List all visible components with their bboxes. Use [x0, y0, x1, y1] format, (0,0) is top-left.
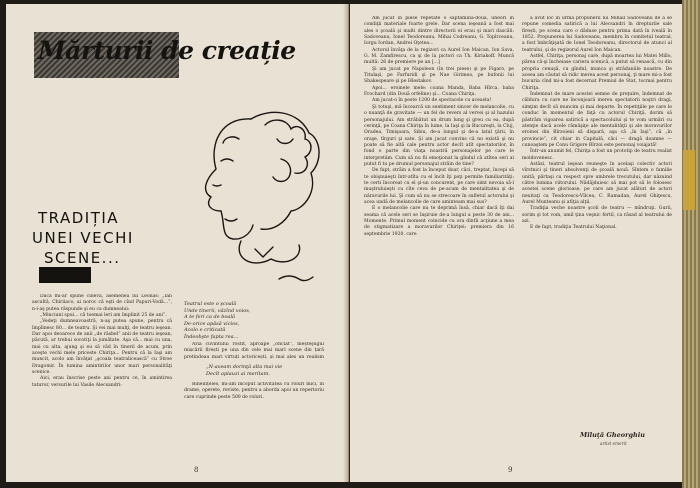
portrait-illustration: [181, 99, 331, 289]
paragraph: „Minciuni spui... că toemai leri am împlinit 25 de ani”.: [40, 313, 167, 319]
paragraph: Apoi... eroinele mele: coana Manda, Baba Hîrca, baba Frochard (din Două orfeline) şi... Coana Chiriţa.: [364, 85, 514, 98]
poem-line: De-orice apăsă vicios,: [184, 320, 240, 327]
author-signature: Miluţă Gheorghiu: [580, 431, 645, 439]
paragraph: Am jucat-o în peste 1200 de spectacole cu aceasta!: [372, 98, 492, 104]
paragraph: Tradiţia veche noastre şcoli de teatru — mîndruţi. Gurii, sorim şi tot vom, umil ţina veşnic fertil, ca răsad al teatrului de azi.: [522, 206, 672, 224]
paragraph: Într-un anumit fel, Chiriţa a fost un prototip de teatru realist moldovenesc.: [522, 149, 672, 161]
quote-line: „N-aveam dorinţă alta mai vie: [206, 364, 283, 370]
left-page: [6, 4, 349, 482]
paragraph: Şi totuşi, mă încearcă un sentiment sincer de melancolie, cu o nuanţă de gravitate — un fel de revers al vervei şi al hazului personajului. Am străbătut un drum lung şi greu cu ea, după cerinţă, pe Coana Chiriţa în lume, la Iaşi şi la Bucureşti, la Cluj, Oradea, Timişoara, Sibiu, de-a lungul şi de-a latul ţării, în oraşe, tîrguri şi sate. Şi am jucat convins că nu există şi nu poate să fie altă cale pentru actor decît atît spectatorilor, în fond o parte din viaţa noastră personajelor pe care le interpretăm. Cum să nu fii emoţionat la gîndul că atîtea seri ai putut fi tu pe drumul personajul străin de tine?: [364, 104, 514, 167]
paragraph: Am jucat în piese repetate o săptămînă-două, uneori în condiţii materiale foarte grele. Dar scena ieşeană a fost mai ales o şcoală şi multi dintre directorii ei erau şi mari dascăli: Sadoveanu, Ionel Teodoreanu, Mihai Codreanu, G. Topîrceanu, Iorgu Iordan, Andrei Oţetea...: [364, 16, 514, 47]
section-title: Mărturii de creație: [38, 36, 296, 65]
right-column-1: [364, 16, 514, 464]
paragraph: Dacă mi-ar spune cineva, asemenea lui Leonas: „Ian ascultă, Chiriiaco, ai noroc că eşti de cînd Papuri-Vodă...”, n-i-aş putea răspunde şi eu ca dumnealui:: [32, 294, 172, 312]
paragraph: Astăzi, teatrul ieşean reuneşte în acelaşi colectiv actori vîrstnici şi tineri absolvenţi de şcoală nouă. Sîntem o familie unită, părtaşi cu respect spre umbrele trecutului, dar năzuind către lumina viitorului. Nădăjduiesc să mai pot să le folosesc acestei scene glorioase, pe care am jucat alături de actori neuitaţi ca Teodorescu-Vîlcea, C. Ramadan, Aurel Ghiţescu, Aurel Munteanu şi atîţia alţii.: [522, 161, 672, 205]
paragraph: De fapt, străin a fost la început doar, căci, treptat, începi să te obişnuieşti într-atîta cu el încît îţi poţi permite familiarităţi: te certi încoreat cu el şi-un concurent, pe care simt nevoia să-l muştruluieşti cu cîte ceva de pe-acum de mentalitatea şi de năravurile lui. Şi cum să nu se strecoare în sufletul actorului şi acea undă de melancolie de care aminteam mai sus?: [364, 168, 514, 205]
poem-line: Acolo e criticată: [184, 327, 226, 333]
poem-line: Teatrul este o şcoală: [184, 301, 237, 307]
right-page: [350, 4, 682, 482]
paragraph: a avut loc în urma propunerii lui Mihail Sadoveanu de a se repune comedia satirică a lui Alecsandri în drepturile sale firești, pe scena care o dăduse pentru prima dată în iveală în 1852. Propunerea lui Sadoveanu, membru în comitetul teatral, a fost îmbrăţişată de Ionel Teodoreanu, directorul de atunci al teatrului, şi de regizorul Aurel Ion Maican.: [522, 16, 672, 53]
poem: [184, 301, 324, 340]
pull-quote: [206, 364, 326, 377]
paragraph: „Vedeţi dumneavoastră, n-aş putea spune, pentru că împlinesc 80... de teatru. Şi vei mai mulţi, de teatru ieşean. Dar apoi deoarece de anii „de răsbel” anii de teatru ieşean, păcută, ar trebui socotiţi la jumătate. Aşa că... mai cu una, mai cu alta, ajung şi eu să văd în tinerii de acum, prin aceşte vechi mele priceste Chiriţa... Pentru că la Iaşi am muncit, acolo am învăţat „şcoala teatralicească” cu Stroe Dragomir. În lumina amintirilor unor mari personalităţi scenice.: [32, 319, 172, 376]
paragraph: Aria cuvîntului rostit, aproape „oficiat”, meșteşugul mișcării firești pe una din cele mai mari scene din țară pretindeau mari virtuți actoricești, și mai ales un realism: [184, 342, 324, 360]
poem-line: Unde tinerii, văzînd voios,: [184, 307, 251, 314]
paragraph: E de fapt, tradiţia Teatrului Naţional.: [530, 225, 617, 231]
right-column-2: [522, 16, 672, 426]
left-column-2b: [184, 382, 324, 422]
author-role: artist emerit: [600, 441, 627, 446]
page-number-right: 9: [508, 466, 513, 474]
paragraph: Şi am jucat pe Napoleon (în trei piese) şi pe Figaro, pe Titulaşi, pe Farfuridi şi pe Nae Girimea, pe bufonii lui Shakespeare şi pe Hlestakov.: [364, 66, 514, 85]
page-number-left: 8: [194, 466, 199, 474]
heading-line-1: TRADIȚIA: [38, 209, 120, 227]
paragraph: Bineînțeles, mi-am încoput activitatea cu roluri mici, în drame, operete, reviste, pentru a aborda apoi un repertoriu care cuprinde peste 500 de roluri.: [184, 382, 324, 400]
paragraph: Actorul învăţa de la regizori ca Aurel Ion Maican, Ion Sava, G. M. Zamfirescu, ca şi de la pictori ca Th. Kiriakoff. Muncă multă: 26 de premiere pe an [...]: [364, 47, 514, 66]
paragraph: E o melancolie care nu te deprimă însă, chiar dacă îţi dai seama că acele seri se înşiruie de-a lungul a peste 30 de ani... Momente. Primul moment coincide cu ora dintîi acţiune a mea de stigmatizare a moravurilor Chiriţei: premiera din 16 septembrie 1920, care: [364, 206, 514, 237]
paragraph: Aici, erau înscrise peste ani pentru ce, în amintirea taturor, versurile lui Vasile Alecsandri:: [32, 376, 172, 388]
poem-line: Îndeobşte fapta rea...: [184, 333, 239, 340]
heading-line-3: SCENE...: [44, 249, 121, 267]
paragraph: Îndemnat de mare acestei semne de preţuire, îndemnat de căldura cu care ne înconjoară mereu spectatorii noştri dragi, simţim decît să muncim şi mai departe. În repetiţiile pe care le conduc în momentul de faţă cu actorul Chiriţă, dorim să păstrăm vigoarea satirică a spectacolului şi te vom urmări cu atenţie dacă acele rămăşiţe ale mentalităţii şi ale moravurilor eroinei din Bîrzoieni să dispară, aşa că „în Iaşi”, că „în provincie”, cit chiar in Capitală, căci — dragă doamne — cunoaştem pe Conu Grigore Bîrzoi este personaj voiajată!: [522, 92, 672, 148]
heading-line-2: UNEI VECHI: [32, 229, 134, 247]
heading-rule: [39, 267, 91, 283]
left-column-1: [32, 294, 172, 469]
left-column-2a: [184, 342, 324, 360]
quote-line: Decît aplauzi ai meritam.: [206, 370, 270, 377]
paragraph: Astfel, Chiriţa, personaj care, după moartea lui Matei Millo, părea că-şi încheiase cariera scenică, a putut să renască, cu din propria cenuşă, cu gîndul, munca şi strădaniile noastre. De aceea am căutat să ridic merea acest personaj, ţi mare mi-a fost bucuria cînd mi-a fost decernat Premiul de Stat, tocmai pentru Chiriţa.: [522, 54, 672, 91]
bookmark-tab: [683, 150, 695, 210]
page-edges: [682, 0, 700, 488]
poem-line: A te feri ca de boală: [184, 314, 236, 320]
